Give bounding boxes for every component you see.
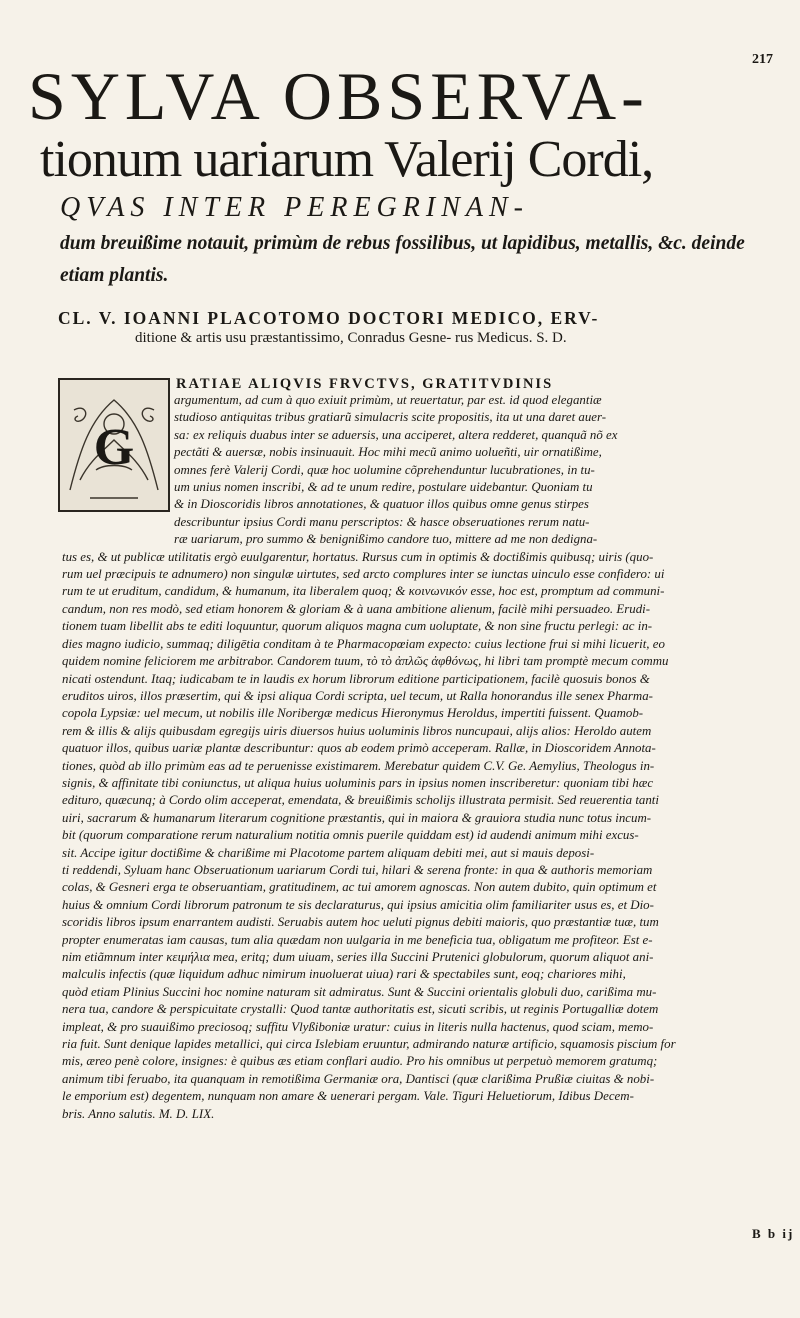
body-line: pectãti & auersæ, nobis insinuauit. Hoc mihi mecũ animo uolueñti, uir ornatißime, [174, 445, 602, 460]
body-line: malculis infectis (quæ liquidum adhuc nimirum inuoluerat uiua) rari & spectabiles sunt, eoq; chariores mihi, [62, 967, 626, 982]
body-line: argumentum, ad cum à quo exiuit primùm, ut reuertatur, par est. id quod elegantiæ [174, 393, 602, 407]
body-line: copola Lypsiæ: uel mecum, ut nobilis ille Noribergæ medicus Hieronymus Heroldus, impertiti fuissent. Quamob- [62, 706, 644, 721]
body-line: describuntur ipsius Cordi manu perscriptos: & hasce obseruationes rerum natu- [174, 514, 590, 529]
body-line: mis, æreo penè colore, insignes: è quibus æs etiam conflari audio. Pro his omnibus ut perpetuò memorem gratumq; [62, 1054, 658, 1069]
body-line: impleat, & pro suauißimo preciosoq; suffitu Vlyßiboniæ uratur: cuius in literis nulla hactenus, quod sciam, memo- [62, 1019, 654, 1034]
body-line: animum tibi feruabo, ita quanquam in remotißima Germaniæ ora, Dantisci (quæ clarißima Prußiæ ciuitas & nobi- [62, 1071, 655, 1086]
body-line: rem & illis & alijs quibusdam egregijs uiris diuersos huius uoluminis libros nuncupaui, alijs alios: Heroldo autem [62, 723, 652, 738]
initial-letter: G [93, 419, 135, 476]
body-line: scoridis libros ipsum enarrantem audisti. Seruabis autem hoc ueluti pignus debiti maioris, quo præstantiæ tuæ, tum [62, 915, 659, 930]
body-line: nicati ostendunt. Itaq; iudicabam te in laudis ex horum librorum editione participationem, facilè quosuis bonos & [62, 671, 650, 686]
body-line: edituro, quæcunq; à Cordo olim acceperat, emendata, & breuißimis scholijs illustrata permisit. Sed reuerentia tanti [62, 793, 659, 808]
page-number: 217 [752, 52, 773, 67]
body-line: tionem tuam libellit abs te editi loquuntur, quorum aliquos magna cum uoluptate, & non sine fructu perlegi: ac in- [62, 619, 653, 634]
body-line: le emporium est) degentem, nunquam non amare & uenerari pergam. Vale. Tiguri Heluetiorum, Idibus Decem- [62, 1089, 634, 1104]
body-line: quòd etiam Plinius Succini hoc nomine naturam sit admiratus. Sunt & Succini orientalis globuli duo, carißima mu- [62, 984, 657, 999]
body-line: nim etiãmnum inter κειμήλια mea, eritq; dum uiuam, series illa Succini Prutenici globulorum, quorum aliquot ani- [62, 950, 654, 964]
body-line: tiones, quòd ab illo primùm eas ad te peruenisse existimarem. Merebatur quidem C.V. Ge. Aemylius, Theologus in- [62, 758, 655, 773]
body-line: colas, & Gesneri erga te obseruantiam, gratitudinem, ac tui amorem agnoscas. Non autem dubito, quin optimum et [62, 880, 657, 895]
body-line: tus es, & ut publicæ utilitatis ergò euulgarentur, hortatus. Rursus cum in optimis & doctißimis quibusq; uiris (quo- [62, 549, 654, 564]
body-line: rum te ut eruditum, candidum, & humanum, ita liberalem quoq; & κοινωνικόν esse, hoc est, promptum ad communi- [62, 584, 665, 599]
body-line: um unius nomen inscribi, & ad te unum redire, postulare uidebantur. Quoniam tu [174, 480, 593, 495]
body-line: uiri, sacrarum & humanarum literarum cognitione præstantis, qui in maiora & grauiora studia nunc totus incum- [62, 810, 652, 825]
body-line: quidem nomine feliciorem me arbitrabor. Candorem tuum, τὸ τὸ ἀπλῶς ἀφθόνως, hi libri tam promptè mecum commu [62, 654, 669, 669]
title-line-3: QVAS INTER PEREGRINAN- [60, 192, 529, 223]
body-line: ria fuit. Sunt denique lapides metallici, qui circa Islebiam eruuntur, admirando naturæ artificio, squamosis piscium for [62, 1037, 676, 1052]
epistle-heading: CL. V. IOANNI PLACOTOMO DOCTORI MEDICO, ERV- [58, 308, 600, 328]
body-line: nera tua, candore & perspicuitate crystalli: Quod tantæ authoritatis est, sicuti scribis, ut reginis Portugalliæ dotem [62, 1002, 659, 1017]
signature-mark: B b ij [752, 1226, 795, 1241]
body-line: & in Dioscoridis libros annotationes, & quatuor illos quibus omne genus stirpes [174, 497, 589, 512]
body-line: studioso antiquitas tribus gratiarũ simulacris scite propositis, ita ut una daret auer- [174, 410, 607, 425]
body-line: rum uel præcipuis te adnumero) non singulæ uirtutes, sed arcto complures inter se iunctas uinculo esse confidero: ui [62, 567, 665, 582]
body-line: sit. Accipe igitur doctißime & charißime mi Placotome partem aliquam debiti mei, aut si mauis deposi- [62, 845, 595, 860]
body-line: propter enumeratas iam causas, tum alia quædam non uulgaria in me beneficia tua, obligatum me profiteor. Est e- [62, 932, 653, 947]
body-line: eruditos uiros, illos præsertim, qui & ipsi aliqua Cordi scripta, uel tecum, ut Ralla honorandus ille senex Pharma- [62, 688, 653, 703]
body-line: omnes ferè Valerij Cordi, quæ hoc uolumine cõprehenduntur lucubrationes, in tu- [174, 462, 595, 477]
subtitle: dum breuißime notauit, primùm de rebus fossilibus, ut lapidibus, metallis, &c. deinde etiam plantis. [60, 233, 745, 286]
epistle-heading-continuation: ditione & artis usu præstantissimo, Conradus Gesne- rus Medicus. S. D. [135, 330, 567, 346]
body-line: ræ uariarum, pro summo & benignißimo candore tuo, mittere ad me non dedigna- [174, 532, 598, 547]
body-line: huius & omnium Cordi librorum patronum te sis declaraturus, qui ipsius amicitia olim familiariter usus es, et Dio- [62, 897, 654, 912]
body-line: signis, & affinitate tibi coniunctus, ut aliqua huius uoluminis pars in ipsius nomen inscriberetur: quoniam tibi hæc [62, 775, 654, 790]
body-line: quatuor illos, quibus uariæ plantæ describuntur: quos ab eodem primò acceperam. Rallæ, in Dioscoridem Annota- [62, 741, 656, 756]
opening-words: RATIAE ALIQVIS FRVCTVS, GRATITVDINIS [176, 376, 554, 392]
body-line: bris. Anno salutis. M. D. LIX. [62, 1106, 215, 1121]
title-line-1: SYLVA OBSERVA- [28, 58, 649, 134]
body-line: dies magno iudicio, summaq; diligētia conditam à te Pharmacopœiam expecto: cuius lectione frui si mihi licuerit, eo [62, 636, 665, 651]
title-line-2: tionum uariarum Valerij Cordi, [40, 131, 654, 188]
body-line: ti reddendi, Syluam hanc Obseruationum uariarum Cordi tui, hilari & serena fronte: in qua & authoris memoriam [62, 862, 653, 877]
body-line: bit (quorum comparatione rerum naturalium notitia omnis puerile quiddam est) id audendi animum mihi excus- [62, 828, 639, 843]
epistle-body [62, 392, 776, 1123]
body-line: candum, non res modò, sed etiam honorem & gloriam & à uana ambitione alienum, facilè mihi persuadeo. Erudi- [62, 601, 651, 616]
body-line: sa: ex reliquis duabus inter se aduersis, una acciperet, altera redderet, quanquã nõ ex [174, 427, 618, 442]
